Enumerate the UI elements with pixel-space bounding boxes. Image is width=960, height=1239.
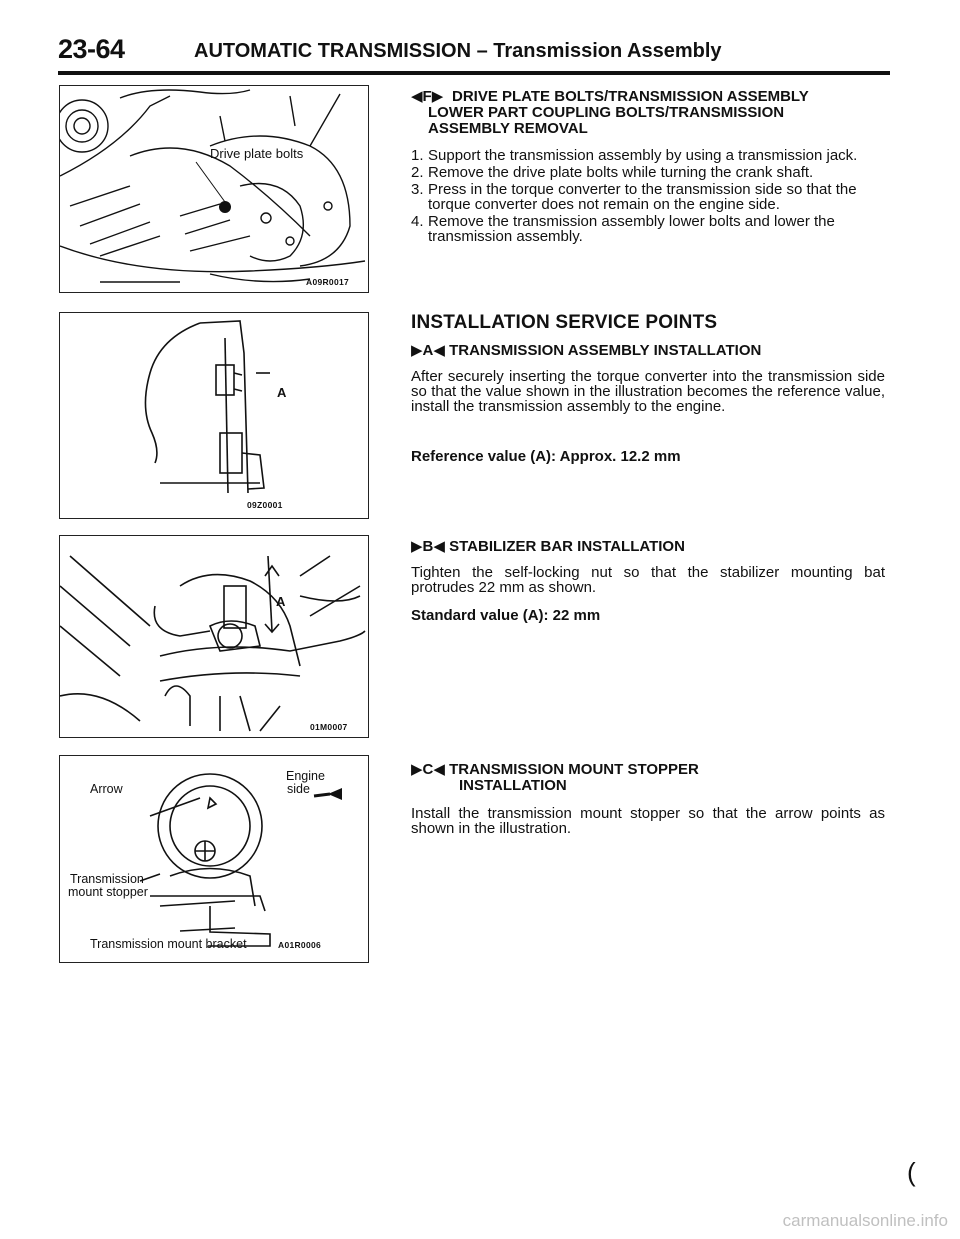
step-item: 1. Support the transmission assembly by using a transmission jack. xyxy=(411,147,858,164)
standard-value: Standard value (A): 22 mm xyxy=(411,607,601,624)
page-title: AUTOMATIC TRANSMISSION – Transmission Assembly xyxy=(194,40,722,62)
mount-stopper-body: Install the transmission mount stopper so that the arrow points as shown in the illustration. xyxy=(411,805,885,837)
service-marker: ▶B◀ xyxy=(411,538,445,555)
step-item: 2. Remove the drive plate bolts while turning the crank shaft. xyxy=(411,164,814,181)
stopper-label-2: mount stopper xyxy=(68,885,148,899)
service-marker: ▶A◀ xyxy=(411,342,445,359)
drive-plate-bolts-label: Drive plate bolts xyxy=(210,146,304,161)
figure-code: A01R0006 xyxy=(278,940,322,950)
mount-stopper-heading: ▶C◀ TRANSMISSION MOUNT STOPPER INSTALLATION xyxy=(411,761,699,794)
installation-title: INSTALLATION SERVICE POINTS xyxy=(411,312,718,333)
step-item: 4. Remove the transmission assembly lower bolts and lower the transmission assembly. xyxy=(411,213,835,245)
dimension-a-label: A xyxy=(277,385,287,400)
figure-stabilizer-bar xyxy=(59,535,369,738)
removal-steps xyxy=(411,148,885,246)
figure-torque-converter xyxy=(59,312,369,519)
stopper-label-1: Transmission xyxy=(70,872,144,886)
step-item: 3. Press in the torque converter to the transmission side so that the torque converter does not remain on the engine side. xyxy=(411,181,857,213)
arrow-label: Arrow xyxy=(90,782,123,796)
text-column xyxy=(411,0,885,1239)
removal-heading: ◀F▶DRIVE PLATE BOLTS/TRANSMISSION ASSEMBLY LOWER PART COUPLING BOLTS/TRANSMISSION ASSEMBLY REMOVAL xyxy=(411,88,809,137)
page-number: 23-64 xyxy=(58,34,125,64)
stabilizer-heading: ▶B◀ STABILIZER BAR INSTALLATION xyxy=(411,538,685,555)
engine-side-label-2: side xyxy=(287,782,310,796)
figure-drive-plate-bolts xyxy=(59,85,369,293)
drive-plate-illustration xyxy=(60,86,368,292)
stabilizer-body: Tighten the self-locking nut so that the stabilizer mounting bat protrudes 22 mm as shown. xyxy=(411,564,885,596)
service-marker: ◀F▶ xyxy=(411,88,444,105)
bracket-label: Transmission mount bracket xyxy=(90,937,247,951)
figure-code: 09Z0001 xyxy=(247,500,283,510)
engine-side-label-1: Engine xyxy=(286,769,325,783)
figure-code: 01M0007 xyxy=(310,722,348,732)
stabilizer-illustration xyxy=(60,536,368,737)
torque-converter-illustration xyxy=(60,313,368,518)
service-marker: ▶C◀ xyxy=(411,761,445,778)
dimension-a-label: A xyxy=(276,594,286,609)
transmission-install-body: After securely inserting the torque converter into the transmission side so that the value shown in the illustration becomes the reference value, install the transmission assembly to the engine. xyxy=(411,368,885,415)
reference-value: Reference value (A): Approx. 12.2 mm xyxy=(411,448,681,465)
figure-mount-stopper xyxy=(59,755,369,963)
watermark: carmanualsonline.info xyxy=(782,1211,948,1230)
margin-mark: ( xyxy=(907,1157,916,1187)
transmission-install-heading: ▶A◀ TRANSMISSION ASSEMBLY INSTALLATION xyxy=(411,342,762,359)
figure-code: A09R0017 xyxy=(306,277,350,287)
